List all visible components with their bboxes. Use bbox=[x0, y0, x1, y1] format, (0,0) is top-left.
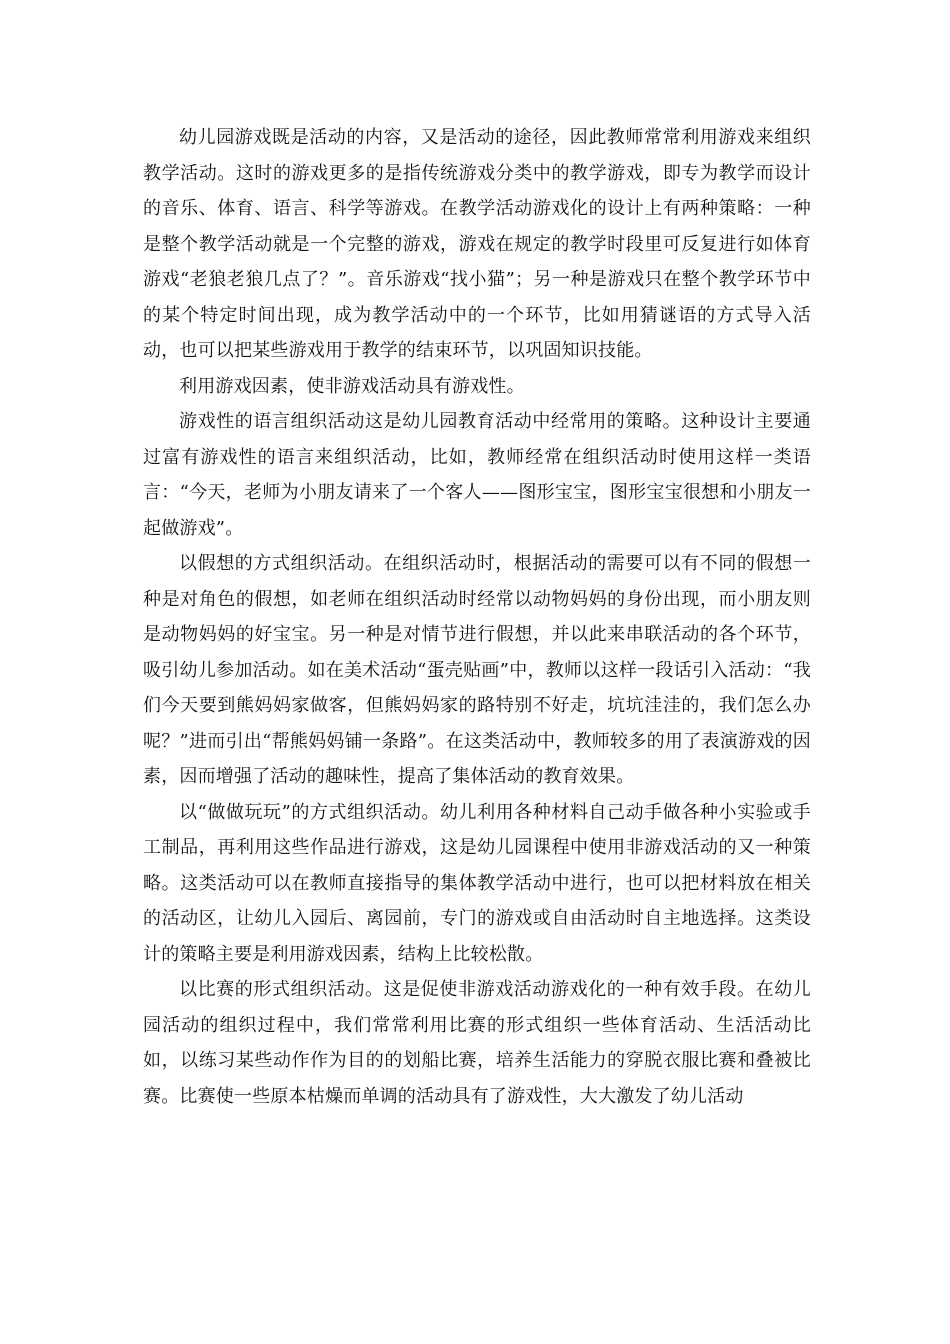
paragraph-competition: 以比赛的形式组织活动。这是促使非游戏活动游戏化的一种有效手段。在幼儿园活动的组织过程中，我们常常利用比赛的形式组织一些体育活动、生活活动比如，以练习某些动作作为目的的划船比赛，培养生活能力的穿脱衣服比赛和叠被比赛。比赛使一些原本枯燥而单调的活动具有了游戏性，大大激发了幼儿活动 bbox=[143, 979, 811, 1107]
paragraph-make-and-play: 以“做做玩玩”的方式组织活动。幼儿利用各种材料自己动手做各种小实验或手工制品，再利用这些作品进行游戏，这是幼儿园课程中使用非游戏活动的又一种策略。这类活动可以在教师直接指导的集体教学活动中进行，也可以把材料放在相关的活动区，让幼儿入园后、离园前，专门的游戏或自由活动时自主地选择。这类设计的策略主要是利用游戏因素，结构上比较松散。 bbox=[143, 801, 811, 965]
paragraph-game-elements: 利用游戏因素，使非游戏活动具有游戏性。 bbox=[179, 375, 525, 397]
paragraph-playful-language: 游戏性的语言组织活动这是幼儿园教育活动中经常用的策略。这种设计主要通过富有游戏性的语言来组织活动，比如，教师经常在组织活动时使用这样一类语言：“今天，老师为小朋友请来了一个客人——图形宝宝，图形宝宝很想和小朋友一起做游戏”。 bbox=[143, 411, 811, 539]
paragraph-imaginary-method: 以假想的方式组织活动。在组织活动时，根据活动的需要可以有不同的假想一种是对角色的假想，如老师在组织活动时经常以动物妈妈的身份出现，而小朋友则是动物妈妈的好宝宝。另一种是对情节进行假想，并以此来串联活动的各个环节，吸引幼儿参加活动。如在美术活动“蛋壳贴画”中，教师以这样一段话引入活动：“我们今天要到熊妈妈家做客，但熊妈妈家的路特别不好走，坑坑洼洼的，我们怎么办呢？”进而引出“帮熊妈妈铺一条路”。在这类活动中，教师较多的用了表演游戏的因素，因而增强了活动的趣味性，提高了集体活动的教育效果。 bbox=[143, 553, 811, 787]
document-body bbox=[143, 120, 811, 1114]
paragraph-game-teaching: 幼儿园游戏既是活动的内容，又是活动的途径，因此教师常常利用游戏来组织教学活动。这时的游戏更多的是指传统游戏分类中的教学游戏，即专为教学而设计的音乐、体育、语言、科学等游戏。在教学活动游戏化的设计上有两种策略：一种是整个教学活动就是一个完整的游戏，游戏在规定的教学时段里可反复进行如体育游戏“老狼老狼几点了？”。音乐游戏“找小猫”；另一种是游戏只在整个教学环节中的某个特定时间出现，成为教学活动中的一个环节，比如用猜谜语的方式导入活动，也可以把某些游戏用于教学的结束环节，以巩固知识技能。 bbox=[143, 127, 811, 361]
